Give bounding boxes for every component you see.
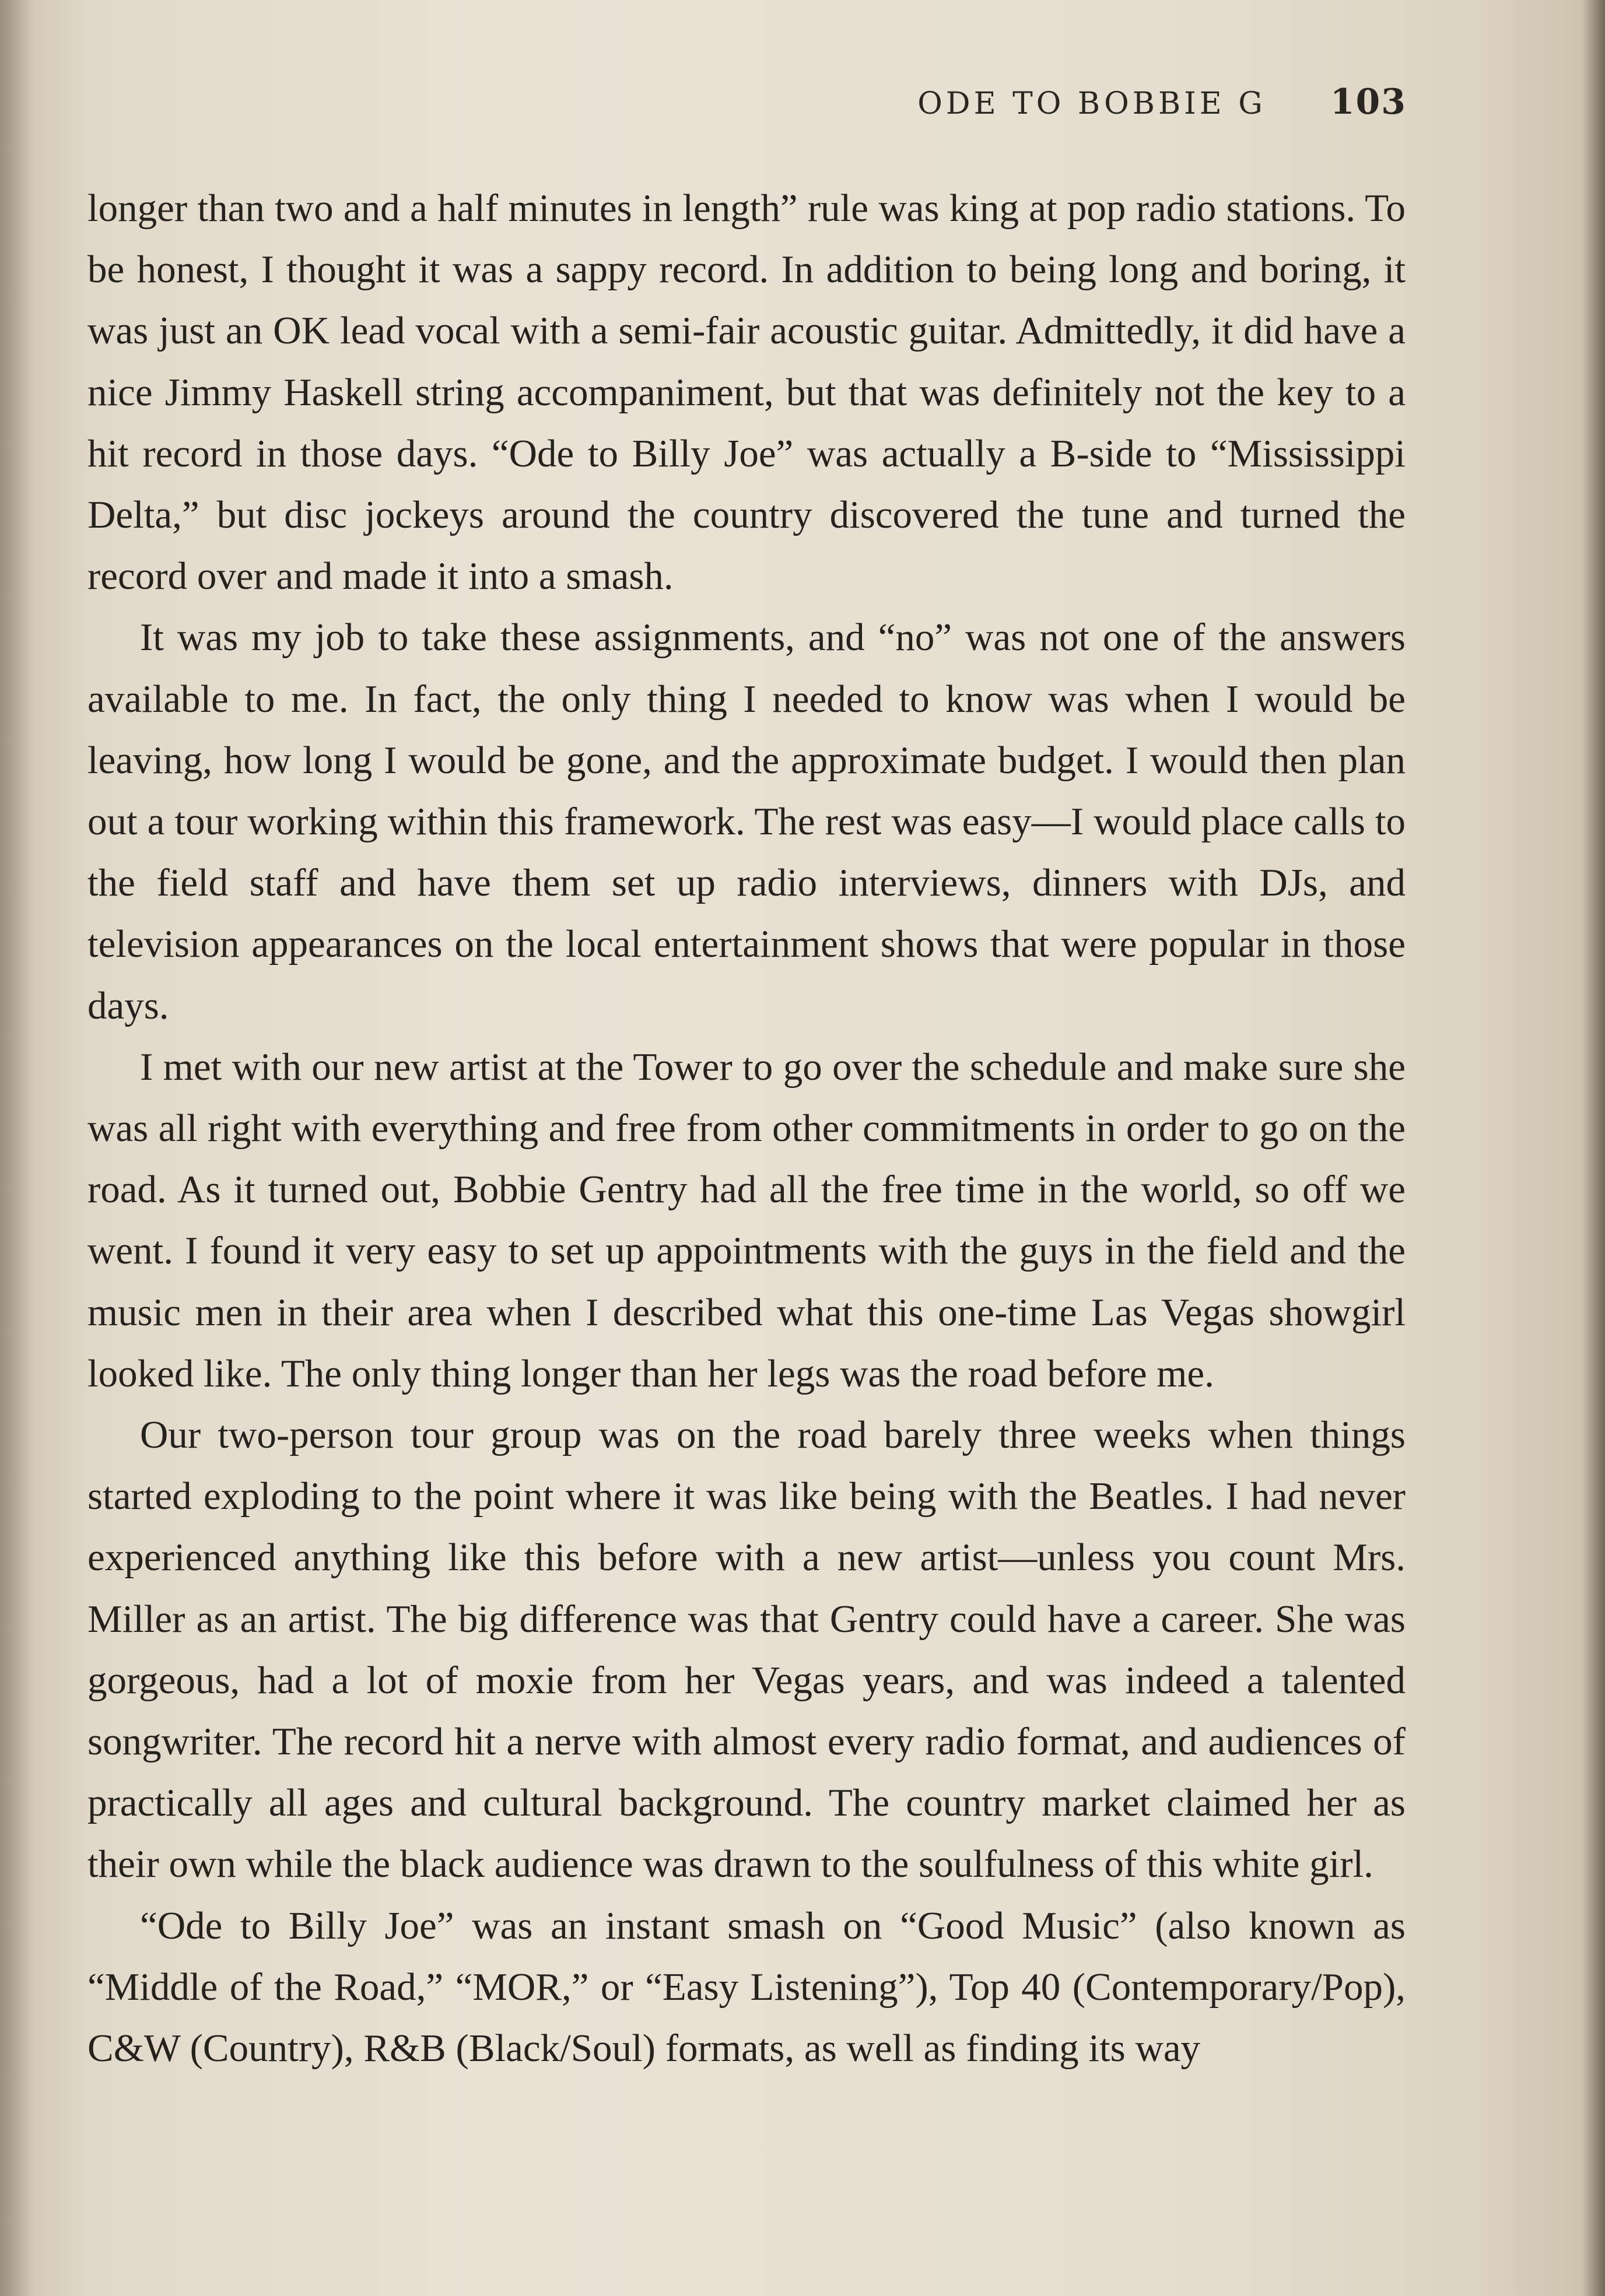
spine-shadow [0,0,35,2296]
paragraph-2: It was my job to take these assignments, and “no” was not one of the answers available to me. In fact, the only thing I needed to know was when I would be leaving, how long I would be gone, and the approximate budget. I would then plan out a tour working within this framework. The rest was easy—I would place calls to the field staff and have them set up radio interviews, dinners with DJs, and television appearances on the local entertainment shows that were popular in those days. [87,616,1406,1027]
page-number: 103 [1330,82,1407,122]
paragraph-4: Our two-person tour group was on the road barely three weeks when things started exploding to the point where it was like being with the Beatles. I had never experienced anything like this before with a new artist—unless you count Mrs. Miller as an artist. The big difference was that Gentry could have a career. She was gorgeous, had a lot of moxie from her Vegas years, and was indeed a talented songwriter. The record hit a nerve with almost every radio format, and audiences of practically all ages and cultural background. The country market claimed her as their own while the black audience was drawn to the soulfulness of this white girl. [87,1413,1406,1886]
paragraph-5: “Ode to Billy Joe” was an instant smash on “Good Music” (also known as “Middle of the Road,” “MOR,” or “Easy Listening”), Top 40 (Contemporary/Pop), C&W (Country), R&B (Black/Soul) formats, as well as finding its way [87,1904,1406,2070]
running-head [917,82,1407,122]
paragraph-3: I met with our new artist at the Tower to go over the schedule and make sure she was all right with everything and free from other commitments in order to go on the road. As it turned out, Bobbie Gentry had all the free time in the world, so off we went. I found it very easy to set up appointments with the guys in the field and the music men in their area when I described what this one-time Las Vegas showgirl looked like. The only thing longer than her legs was the road before me. [87,1045,1406,1395]
page-edge-shadow [1582,0,1605,2296]
body-text [87,178,1406,2079]
paragraph-1: longer than two and a half minutes in length” rule was king at pop radio stations. To be honest, I thought it was a sappy record. In addition to being long and boring, it was just an OK lead vocal with a semi-fair acoustic guitar. Admittedly, it did have a nice Jimmy Haskell string accompaniment, but that was definitely not the key to a hit record in those days. “Ode to Billy Joe” was actually a B-side to “Mississippi Delta,” but disc jockeys around the country discovered the tune and turned the record over and made it into a smash. [87,187,1406,598]
running-title: ODE TO BOBBIE G [917,86,1266,121]
